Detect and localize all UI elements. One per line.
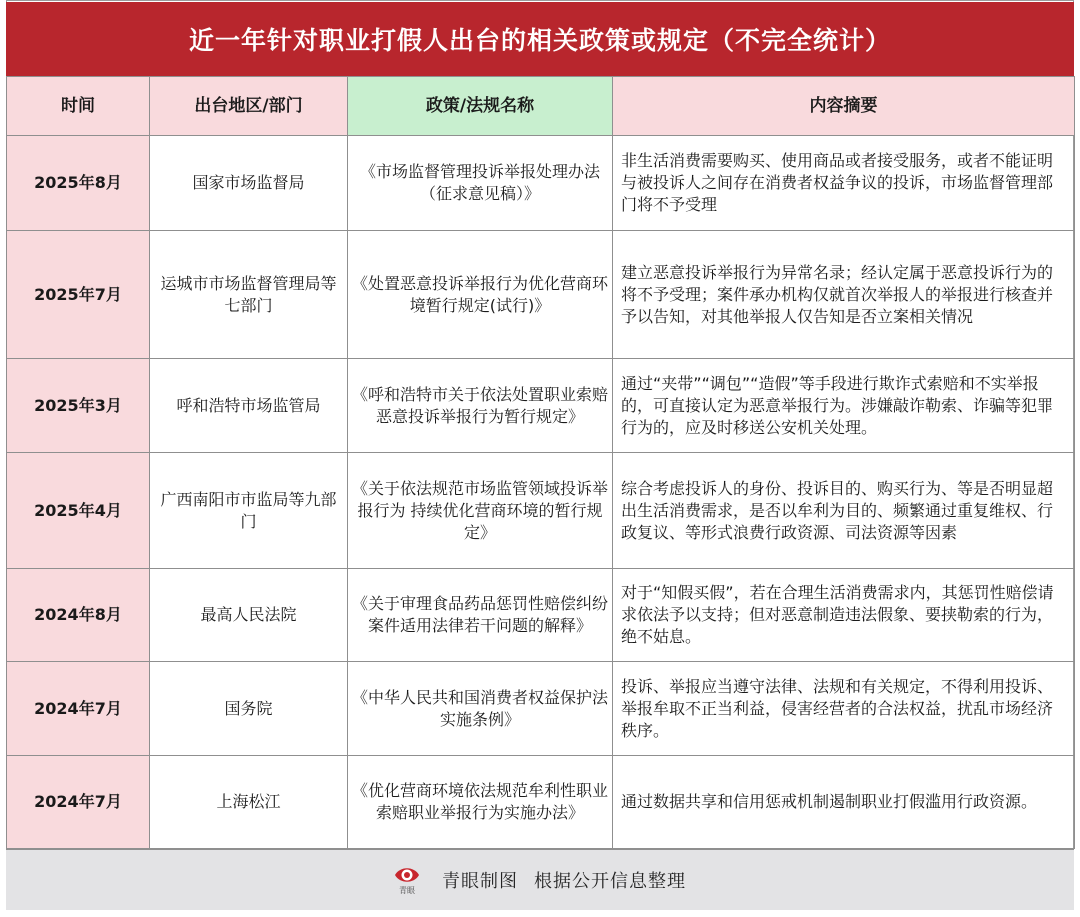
cell-region: 最高人民法院: [150, 569, 348, 662]
footer-logo: [394, 864, 420, 896]
table-row: [7, 453, 1075, 569]
cell-time: 2025年3月: [7, 359, 150, 453]
table-row: [7, 359, 1075, 453]
cell-time: 2024年7月: [7, 756, 150, 849]
cell-policy: 《关于审理食品药品惩罚性赔偿纠纷案件适用法律若干问题的解释》: [348, 569, 613, 662]
table-row: [7, 662, 1075, 756]
footer-logo-text: 青眼: [399, 886, 415, 895]
cell-summary: 非生活消费需要购买、使用商品或者接受服务，或者不能证明与被投诉人之间存在消费者权益争议的投诉，市场监督管理部门将不予受理: [613, 136, 1075, 231]
footer-credit: [442, 867, 686, 893]
page-title-text: 近一年针对职业打假人出台的相关政策或规定（不完全统计）: [188, 26, 891, 55]
footer-source-label: 根据公开信息整理: [534, 871, 686, 892]
table-row: [7, 756, 1075, 849]
cell-time: 2024年8月: [7, 569, 150, 662]
header-policy: 政策/法规名称: [348, 77, 613, 136]
page-title: [6, 2, 1074, 76]
cell-policy: 《市场监督管理投诉举报处理办法（征求意见稿）》: [348, 136, 613, 231]
cell-time: 2025年8月: [7, 136, 150, 231]
cell-time: 2024年7月: [7, 662, 150, 756]
header-summary: 内容摘要: [613, 77, 1075, 136]
cell-region: 国家市场监督局: [150, 136, 348, 231]
cell-region: 国务院: [150, 662, 348, 756]
cell-policy: 《优化营商环境依法规范牟利性职业索赔职业举报行为实施办法》: [348, 756, 613, 849]
table-row: [7, 136, 1075, 231]
cell-summary: 建立恶意投诉举报行为异常名录；经认定属于恶意投诉行为的将不予受理；案件承办机构仅就首次举报人的举报进行核查并予以告知，对其他举报人仅告知是否立案相关情况: [613, 231, 1075, 359]
cell-summary: 通过数据共享和信用惩戒机制遏制职业打假滥用行政资源。: [613, 756, 1075, 849]
table-row: [7, 569, 1075, 662]
cell-summary: 对于“知假买假”，若在合理生活消费需求内，其惩罚性赔偿请求依法予以支持；但对恶意制造违法假象、要挟勒索的行为，绝不姑息。: [613, 569, 1075, 662]
footer: [6, 849, 1074, 910]
cell-summary: 投诉、举报应当遵守法律、法规和有关规定，不得利用投诉、举报牟取不正当利益，侵害经营者的合法权益，扰乱市场经济秩序。: [613, 662, 1075, 756]
cell-policy: 《关于依法规范市场监管领域投诉举报行为 持续优化营商环境的暂行规定》: [348, 453, 613, 569]
header-region: 出台地区/部门: [150, 77, 348, 136]
eye-logo-icon: [394, 864, 420, 886]
cell-region: 呼和浩特市场监管局: [150, 359, 348, 453]
cell-region: 运城市市场监督管理局等七部门: [150, 231, 348, 359]
cell-region: 上海松江: [150, 756, 348, 849]
cell-summary: 通过“夹带”“调包”“造假”等手段进行欺诈式索赔和不实举报的，可直接认定为恶意举报行为。涉嫌敲诈勒索、诈骗等犯罪行为的，应及时移送公安机关处理。: [613, 359, 1075, 453]
cell-time: 2025年4月: [7, 453, 150, 569]
cell-time: 2025年7月: [7, 231, 150, 359]
cell-policy: 《呼和浩特市关于依法处置职业索赔恶意投诉举报行为暂行规定》: [348, 359, 613, 453]
policy-table: [6, 76, 1075, 849]
cell-region: 广西南阳市市监局等九部门: [150, 453, 348, 569]
table-header-row: [7, 77, 1075, 136]
footer-credit-label: 青眼制图: [442, 871, 518, 892]
table-row: [7, 231, 1075, 359]
cell-policy: 《中华人民共和国消费者权益保护法实施条例》: [348, 662, 613, 756]
cell-policy: 《处置恶意投诉举报行为优化营商环境暂行规定(试行)》: [348, 231, 613, 359]
cell-summary: 综合考虑投诉人的身份、投诉目的、购买行为、等是否明显超出生活消费需求，是否以牟利为目的、频繁通过重复维权、行政复议、等形式浪费行政资源、司法资源等因素: [613, 453, 1075, 569]
header-time: 时间: [7, 77, 150, 136]
